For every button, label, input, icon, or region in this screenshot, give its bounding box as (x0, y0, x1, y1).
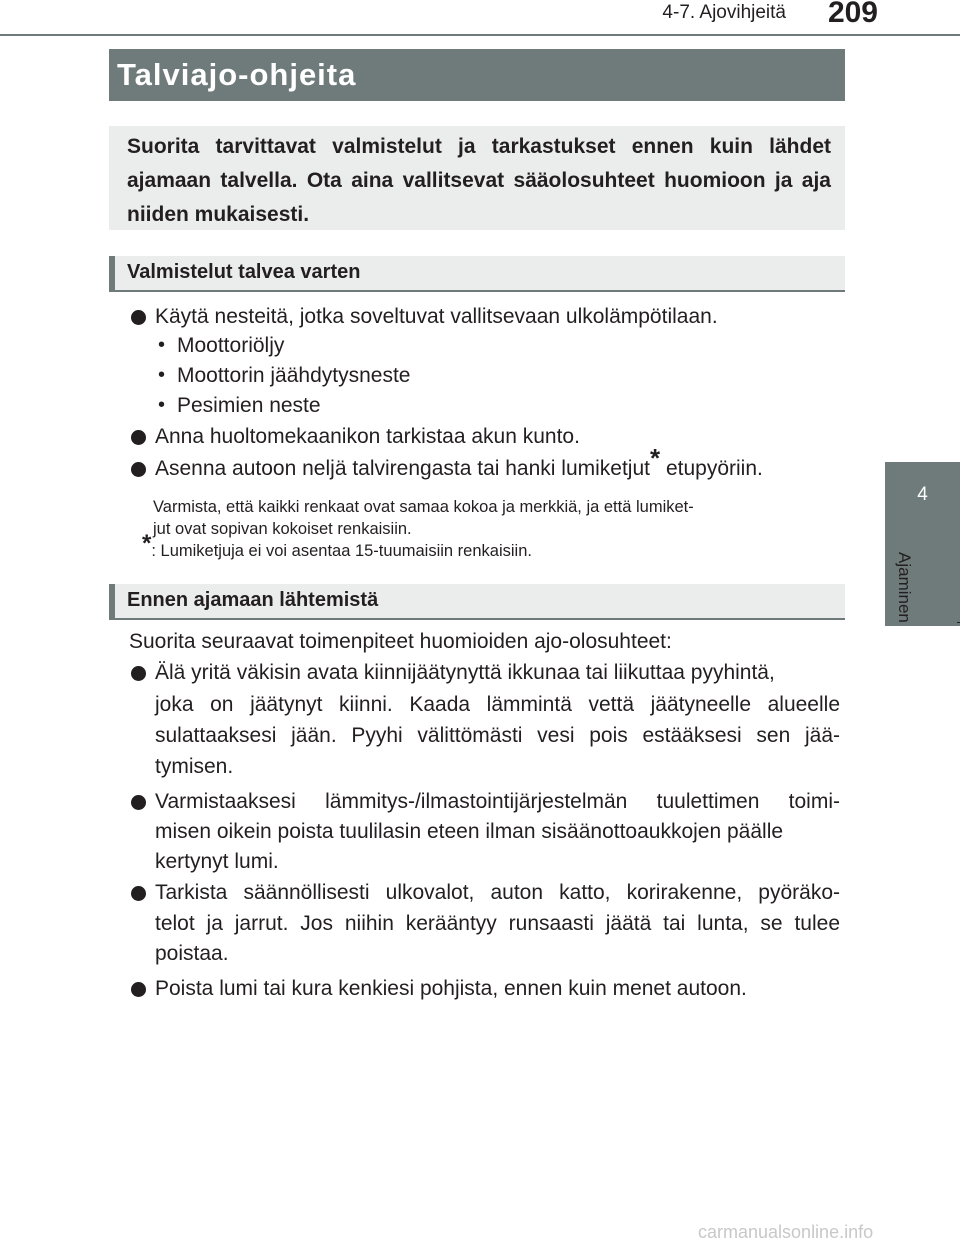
section-heading-preparation (109, 256, 845, 292)
chapter-number: 4 (917, 484, 928, 505)
heading-accent (109, 584, 115, 618)
sub-list-item: Moottoriöljy (177, 334, 285, 357)
section-heading-text: Ennen ajamaan lähtemistä (127, 589, 379, 611)
bullet-icon (131, 310, 146, 325)
bullet-icon (131, 982, 146, 997)
bullet-icon (131, 430, 146, 445)
note-text: Varmista, että kaikki renkaat ovat samaa kokoa ja merkkiä, ja että lumiket- (153, 498, 694, 516)
list-item-line: sulattaaksesi jään. Pyyhi välittömästi vesi pois estääksesi sen jää- (155, 724, 840, 747)
chapter-label (884, 552, 924, 642)
page-number: 209 (827, 0, 878, 29)
list-item-line: Poista lumi tai kura kenkiesi pohjista, ennen kuin menet autoon. (155, 977, 747, 1000)
list-item: Anna huoltomekaanikon tarkistaa akun kunto. (155, 425, 580, 448)
list-item: Käytä nesteitä, jotka soveltuvat vallitsevaan ulkolämpötilaan. (155, 305, 718, 328)
list-item-text: etupyöriin. (660, 457, 763, 480)
section-lead: Suorita seuraavat toimenpiteet huomioiden ajo-olosuhteet: (129, 630, 672, 653)
sub-bullet-icon: • (158, 334, 166, 356)
bullet-icon (131, 795, 146, 810)
list-item (155, 443, 763, 485)
bullet-icon (131, 666, 146, 681)
list-item-line: kertynyt lumi. (155, 850, 279, 873)
note-text: jut ovat sopivan kokoiset renkaisiin. (153, 520, 412, 538)
footnote-marker: * (142, 530, 152, 557)
list-item-line: Älä yritä väkisin avata kiinnijäätynyttä ikkunaa tai liikuttaa pyyhintä, (155, 661, 775, 684)
list-item-line: poistaa. (155, 942, 229, 965)
list-item-line: Tarkista säännöllisesti ulkovalot, auton katto, korirakenne, pyöräko- (155, 881, 840, 904)
heading-accent (109, 256, 115, 290)
list-item-line: misen oikein poista tuulilasin eteen ilman sisäänottoaukkojen päälle (155, 820, 784, 843)
list-item-line: joka on jäätynyt kiinni. Kaada lämmintä vettä jäätyneelle alueelle (155, 693, 840, 716)
footnote (142, 530, 532, 561)
bullet-icon (131, 462, 146, 477)
section-heading-text: Valmistelut talvea varten (127, 261, 361, 283)
page-title-bar (109, 49, 845, 101)
bullet-icon (131, 886, 146, 901)
footnote-text: : Lumiketjuja ei voi asentaa 15-tuumaisiin renkaisiin. (151, 542, 532, 560)
intro-box (109, 126, 845, 230)
footnote-marker: * (649, 443, 661, 473)
list-item-line: Varmistaaksesi lämmitys-/ilmastointijärjestelmän tuulettimen toimi- (155, 790, 840, 813)
section-reference: 4-7. Ajovihjeitä (662, 2, 786, 23)
sub-list-item: Moottorin jäähdytysneste (177, 364, 411, 387)
sub-list-item: Pesimien neste (177, 394, 321, 417)
page-title: Talviajo-ohjeita (117, 57, 357, 92)
sub-bullet-icon: • (158, 394, 166, 416)
intro-text: Suorita tarvittavat valmistelut ja tarkastukset ennen kuin lähdet ajamaan talvella. Ota aina vallitsevat sääolosuhteet huomioon ja aja niiden mukaisesti. (127, 135, 831, 226)
header-divider (0, 34, 960, 36)
list-item-line: telot ja jarrut. Jos niihin kerääntyy runsaasti jäätä tai lunta, se tulee (155, 912, 840, 935)
list-item-text: Asenna autoon neljä talvirengasta tai hanki lumiketjut (155, 457, 650, 480)
sub-bullet-icon: • (158, 364, 166, 386)
section-heading-before-driving (109, 584, 845, 620)
list-item-line: tymisen. (155, 755, 234, 778)
chapter-label-text: Ajaminen (895, 552, 914, 623)
watermark-link[interactable]: carmanualsonline.info (698, 1222, 874, 1242)
